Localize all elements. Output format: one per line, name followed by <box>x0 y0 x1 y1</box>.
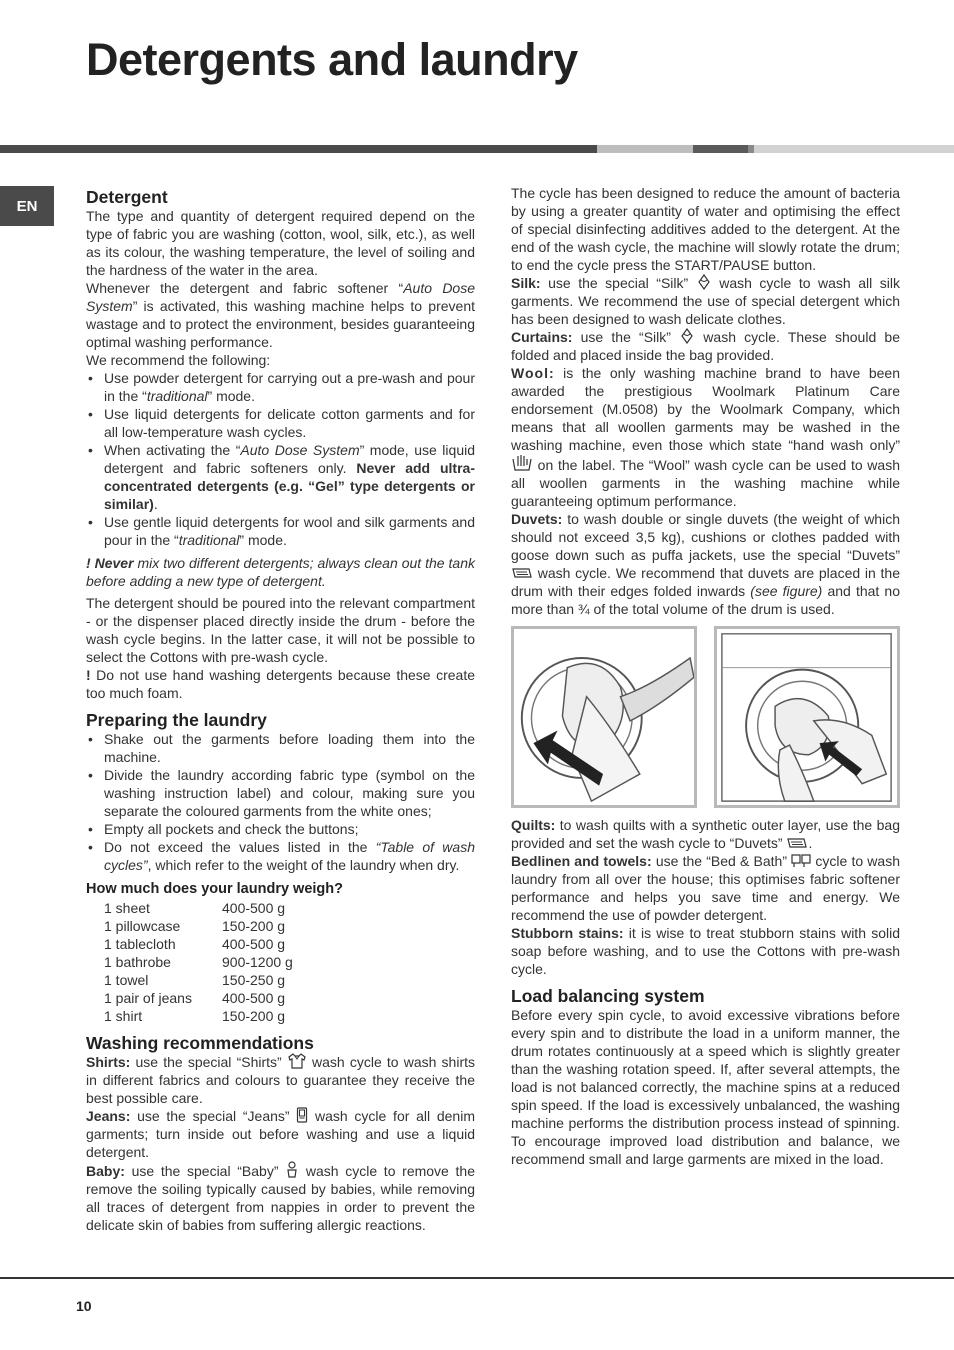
weight-value: 150-200 g <box>222 1008 286 1024</box>
duvets-paragraph: Duvets: to wash double or single duvets (the weight of which should not exceed 3,5 kg), cushions or clothes padded with goose down such as puffa jackets, use the special “Duvets” wash cycle. We recommend that duvets are placed in the drum with their edges folded inwards (see figure) and that no more than ¾ of the total volume of the drum is used. <box>511 511 900 617</box>
weight-item: 1 shirt <box>104 1008 143 1024</box>
header-bar-dark <box>0 145 597 153</box>
baby-icon <box>285 1161 299 1178</box>
weight-value: 900-1200 g <box>222 954 293 970</box>
weight-value: 150-200 g <box>222 918 286 934</box>
left-column <box>86 187 475 1234</box>
header-bar-light <box>597 145 693 153</box>
weight-item: 1 pair of jeans <box>104 990 192 1006</box>
silk-icon <box>679 328 695 344</box>
header-bar-dark <box>693 145 748 153</box>
table-row <box>104 1007 293 1025</box>
list-item: • Divide the laundry according fabric type (symbol on the washing instruction label) and colour, making sure you separate the coloured garments from the white ones; <box>86 766 475 820</box>
wool-paragraph: Wool: is the only washing machine brand to have been awarded the prestigious Woolmark Platinum Care endorsement (M.0508) by the Woolmark Company, which means that all woollen garments may be washed in the washing machine, even those which state “hand wash only” on the label. The “Wool” wash cycle can be used to wash all woollen garments in the washing machine while guaranteeing optimum performance. <box>511 365 900 509</box>
shirts-paragraph: Shirts: use the special “Shirts” wash cycle to wash shirts in different fabrics and colours to guarantee they receive the best possible care. <box>86 1054 475 1106</box>
weight-value: 150-250 g <box>222 972 286 988</box>
paragraph: The type and quantity of detergent required depend on the type of fabric you are washing (cotton, wool, silk, etc.), as well as its colour, the washing temperature, the level of soiling and the hardness of the water in the area. <box>86 208 475 278</box>
weight-value: 400-500 g <box>222 936 286 952</box>
list-item: • Use powder detergent for carrying out a pre-wash and pour in the “traditional” mode. <box>86 369 475 405</box>
weight-value: 400-500 g <box>222 900 286 916</box>
table-row <box>104 917 293 935</box>
curtains-paragraph: Curtains: use the “Silk” wash cycle. These should be folded and placed inside the bag provided. <box>511 329 900 363</box>
load-balancing-heading: Load balancing system <box>511 986 705 1006</box>
shirt-icon <box>287 1053 307 1069</box>
warning: ! Do not use hand washing detergents because these create too much foam. <box>86 667 475 701</box>
bedlinen-paragraph: Bedlinen and towels: use the “Bed & Bath” cycle to wash laundry from all over the house; this optimises fabric softener performance and helps you save time and energy. We recommend the use of powder detergent. <box>511 853 900 923</box>
detergent-list <box>86 369 475 549</box>
duvet-figures <box>511 626 900 808</box>
paragraph: The detergent should be poured into the relevant compartment - or the dispenser placed directly inside the drum - before the wash cycle begins. In the latter case, it will not be possible to select the Cottons with pre-wash cycle. <box>86 595 475 665</box>
table-row <box>104 935 293 953</box>
stains-paragraph: Stubborn stains: it is wise to treat stubborn stains with solid soap before washing, and to use the Cottons with pre-wash cycle. <box>511 925 900 977</box>
jeans-icon <box>296 1107 308 1123</box>
weight-item: 1 pillowcase <box>104 918 181 934</box>
list-item: • Do not exceed the values listed in the “Table of wash cycles”, which refer to the weight of the laundry when dry. <box>86 838 475 874</box>
warning: ! Never mix two different detergents; always clean out the tank before adding a new type of detergent. <box>86 555 475 589</box>
paragraph: Before every spin cycle, to avoid excessive vibrations before every spin and to distribute the load in a uniform manner, the drum rotates continuously at a speed which is slightly greater than the washing rotation speed. If, after several attempts, the load is not balanced correctly, the machine spins at a reduced spin speed. If the load is excessively unbalanced, the washing machine performs the distribution process instead of spinning. To encourage improved load distribution and balance, we recommend small and large garments are mixed in the load. <box>511 1007 900 1167</box>
baby-paragraph: Baby: use the special “Baby” wash cycle to remove the remove the soiling typically caused by babies, while removing all traces of detergent from nappies in order to prevent the delicate skin of babies from suffering allergic reactions. <box>86 1163 475 1233</box>
header-bar-light <box>754 145 954 153</box>
list-item: • Shake out the garments before loading them into the machine. <box>86 730 475 766</box>
silk-paragraph: Silk: use the special “Silk” wash cycle to wash all silk garments. We recommend the use of special detergent which has been designed to wash delicate clothes. <box>511 275 900 327</box>
paragraph: The cycle has been designed to reduce the amount of bacteria by using a greater quantity of water and optimising the effect of special disinfecting additives added to the detergent. At the end of the wash cycle, the machine will slowly rotate the drum; to end the cycle press the START/PAUSE button. <box>511 185 900 273</box>
table-row <box>104 989 293 1007</box>
right-column <box>511 184 900 1168</box>
preparing-heading: Preparing the laundry <box>86 710 267 730</box>
table-row <box>104 971 293 989</box>
bed-bath-icon <box>791 854 811 868</box>
table-row <box>104 899 293 917</box>
list-item: • Use liquid detergents for delicate cotton garments and for all low-temperature wash cycles. <box>86 405 475 441</box>
duvet-icon <box>511 566 533 580</box>
table-row <box>104 953 293 971</box>
weight-item: 1 bathrobe <box>104 954 171 970</box>
washing-heading: Washing recommendations <box>86 1033 314 1053</box>
list-item: • Empty all pockets and check the buttons; <box>86 820 475 838</box>
weight-item: 1 tablecloth <box>104 936 176 952</box>
duvet-placing-figure <box>714 626 900 808</box>
silk-icon <box>696 274 712 290</box>
detergent-heading: Detergent <box>86 187 168 207</box>
weight-table <box>104 899 293 1025</box>
jeans-paragraph: Jeans: use the special “Jeans” wash cycle for all denim garments; turn inside out before washing and use a liquid detergent. <box>86 1108 475 1160</box>
hand-wash-icon <box>511 454 533 472</box>
weight-value: 400-500 g <box>222 990 286 1006</box>
footer-divider <box>0 1277 954 1279</box>
duvet-loading-figure <box>511 626 697 808</box>
list-item: • Use gentle liquid detergents for wool and silk garments and pour in the “traditional” mode. <box>86 513 475 549</box>
paragraph: Whenever the detergent and fabric softener “Auto Dose System” is activated, this washing machine helps to prevent wastage and to protect the environment, besides guaranteeing optimal washing performance. <box>86 280 476 350</box>
quilts-paragraph: Quilts: to wash quilts with a synthetic outer layer, use the bag provided and set the wash cycle to “Duvets” . <box>511 817 900 851</box>
page-title: Detergents and laundry <box>86 34 578 85</box>
page-number: 10 <box>76 1298 92 1314</box>
weigh-heading: How much does your laundry weigh? <box>86 881 343 897</box>
paragraph: We recommend the following: <box>86 352 271 368</box>
list-item: • When activating the “Auto Dose System” mode, use liquid detergent and fabric softeners only. Never add ultra-concentrated detergents (e.g. “Gel” type detergents or similar). <box>86 441 475 513</box>
duvet-icon <box>786 836 808 850</box>
preparing-list <box>86 730 475 874</box>
weight-item: 1 towel <box>104 972 149 988</box>
weight-item: 1 sheet <box>104 900 150 916</box>
language-tab: EN <box>0 186 54 226</box>
